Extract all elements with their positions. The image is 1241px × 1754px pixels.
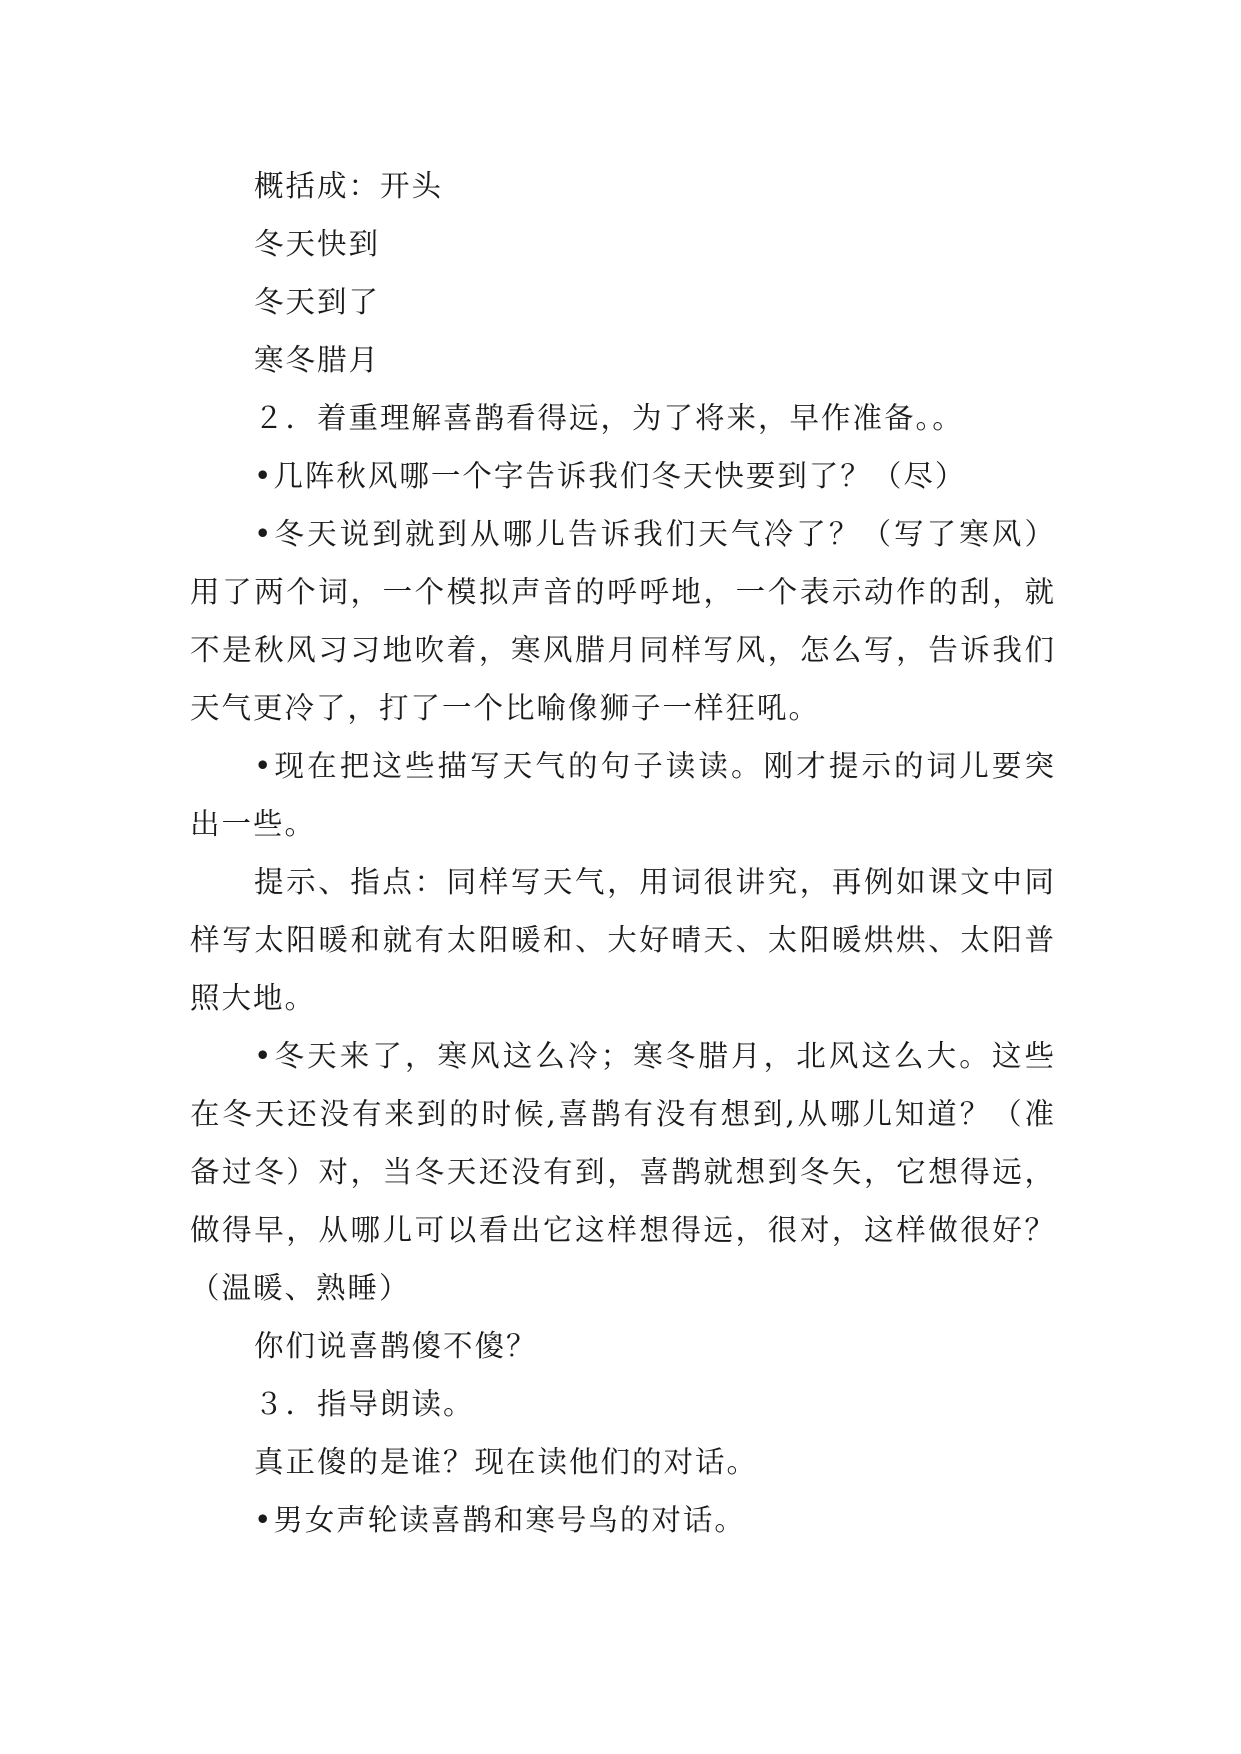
paragraph-summary-heading: 概括成：开头 xyxy=(254,169,444,203)
paragraph-bullet-autumn-wind: •几阵秋风哪一个字告诉我们冬天快要到了？（尽） xyxy=(254,459,967,493)
paragraph-winter-coming: 冬天快到 xyxy=(254,227,381,261)
paragraph-bullet-cold-wind: •冬天说到就到从哪儿告诉我们天气冷了？（写了寒风）用了两个词，一个模拟声音的呼呼地，一个表示动作的刮，就不是秋风习习地吹着，寒风腊月同样写风，怎么写，告诉我们天气更冷了，打了一个比喻像狮子一样狂吼。 xyxy=(190,517,1056,725)
paragraph-bullet-magpie-foresight: •冬天来了，寒风这么冷；寒冬腊月，北风这么大。这些在冬天还没有来到的时候,喜鹊有没有想到,从哪儿知道？（准备过冬）对，当冬天还没有到，喜鹊就想到冬矢，它想得远，做得早，从哪儿可以看出它这样想得远，很对，这样做很好？（温暖、熟睡） xyxy=(190,1039,1056,1305)
paragraph-deep-winter: 寒冬腊月 xyxy=(254,343,381,377)
paragraph-who-is-silly: 真正傻的是谁？现在读他们的对话。 xyxy=(254,1445,759,1479)
paragraph-section-3: ３．指导朗读。 xyxy=(254,1387,475,1421)
paragraph-hint: 提示、指点：同样写天气，用词很讲究，再例如课文中同样写太阳暖和就有太阳暖和、大好晴天、太阳暖烘烘、太阳普照大地。 xyxy=(190,865,1056,1015)
paragraph-bullet-dialogue-reading: •男女声轮读喜鹊和寒号鸟的对话。 xyxy=(254,1503,746,1537)
document-body xyxy=(190,157,1056,1549)
paragraph-question-silly: 你们说喜鹊傻不傻？ xyxy=(254,1329,538,1363)
paragraph-bullet-read-sentences: •现在把这些描写天气的句子读读。刚才提示的词儿要突出一些。 xyxy=(190,749,1056,841)
paragraph-winter-arrived: 冬天到了 xyxy=(254,285,381,319)
paragraph-section-2: ２．着重理解喜鹊看得远，为了将来，早作准备。。 xyxy=(254,401,964,435)
